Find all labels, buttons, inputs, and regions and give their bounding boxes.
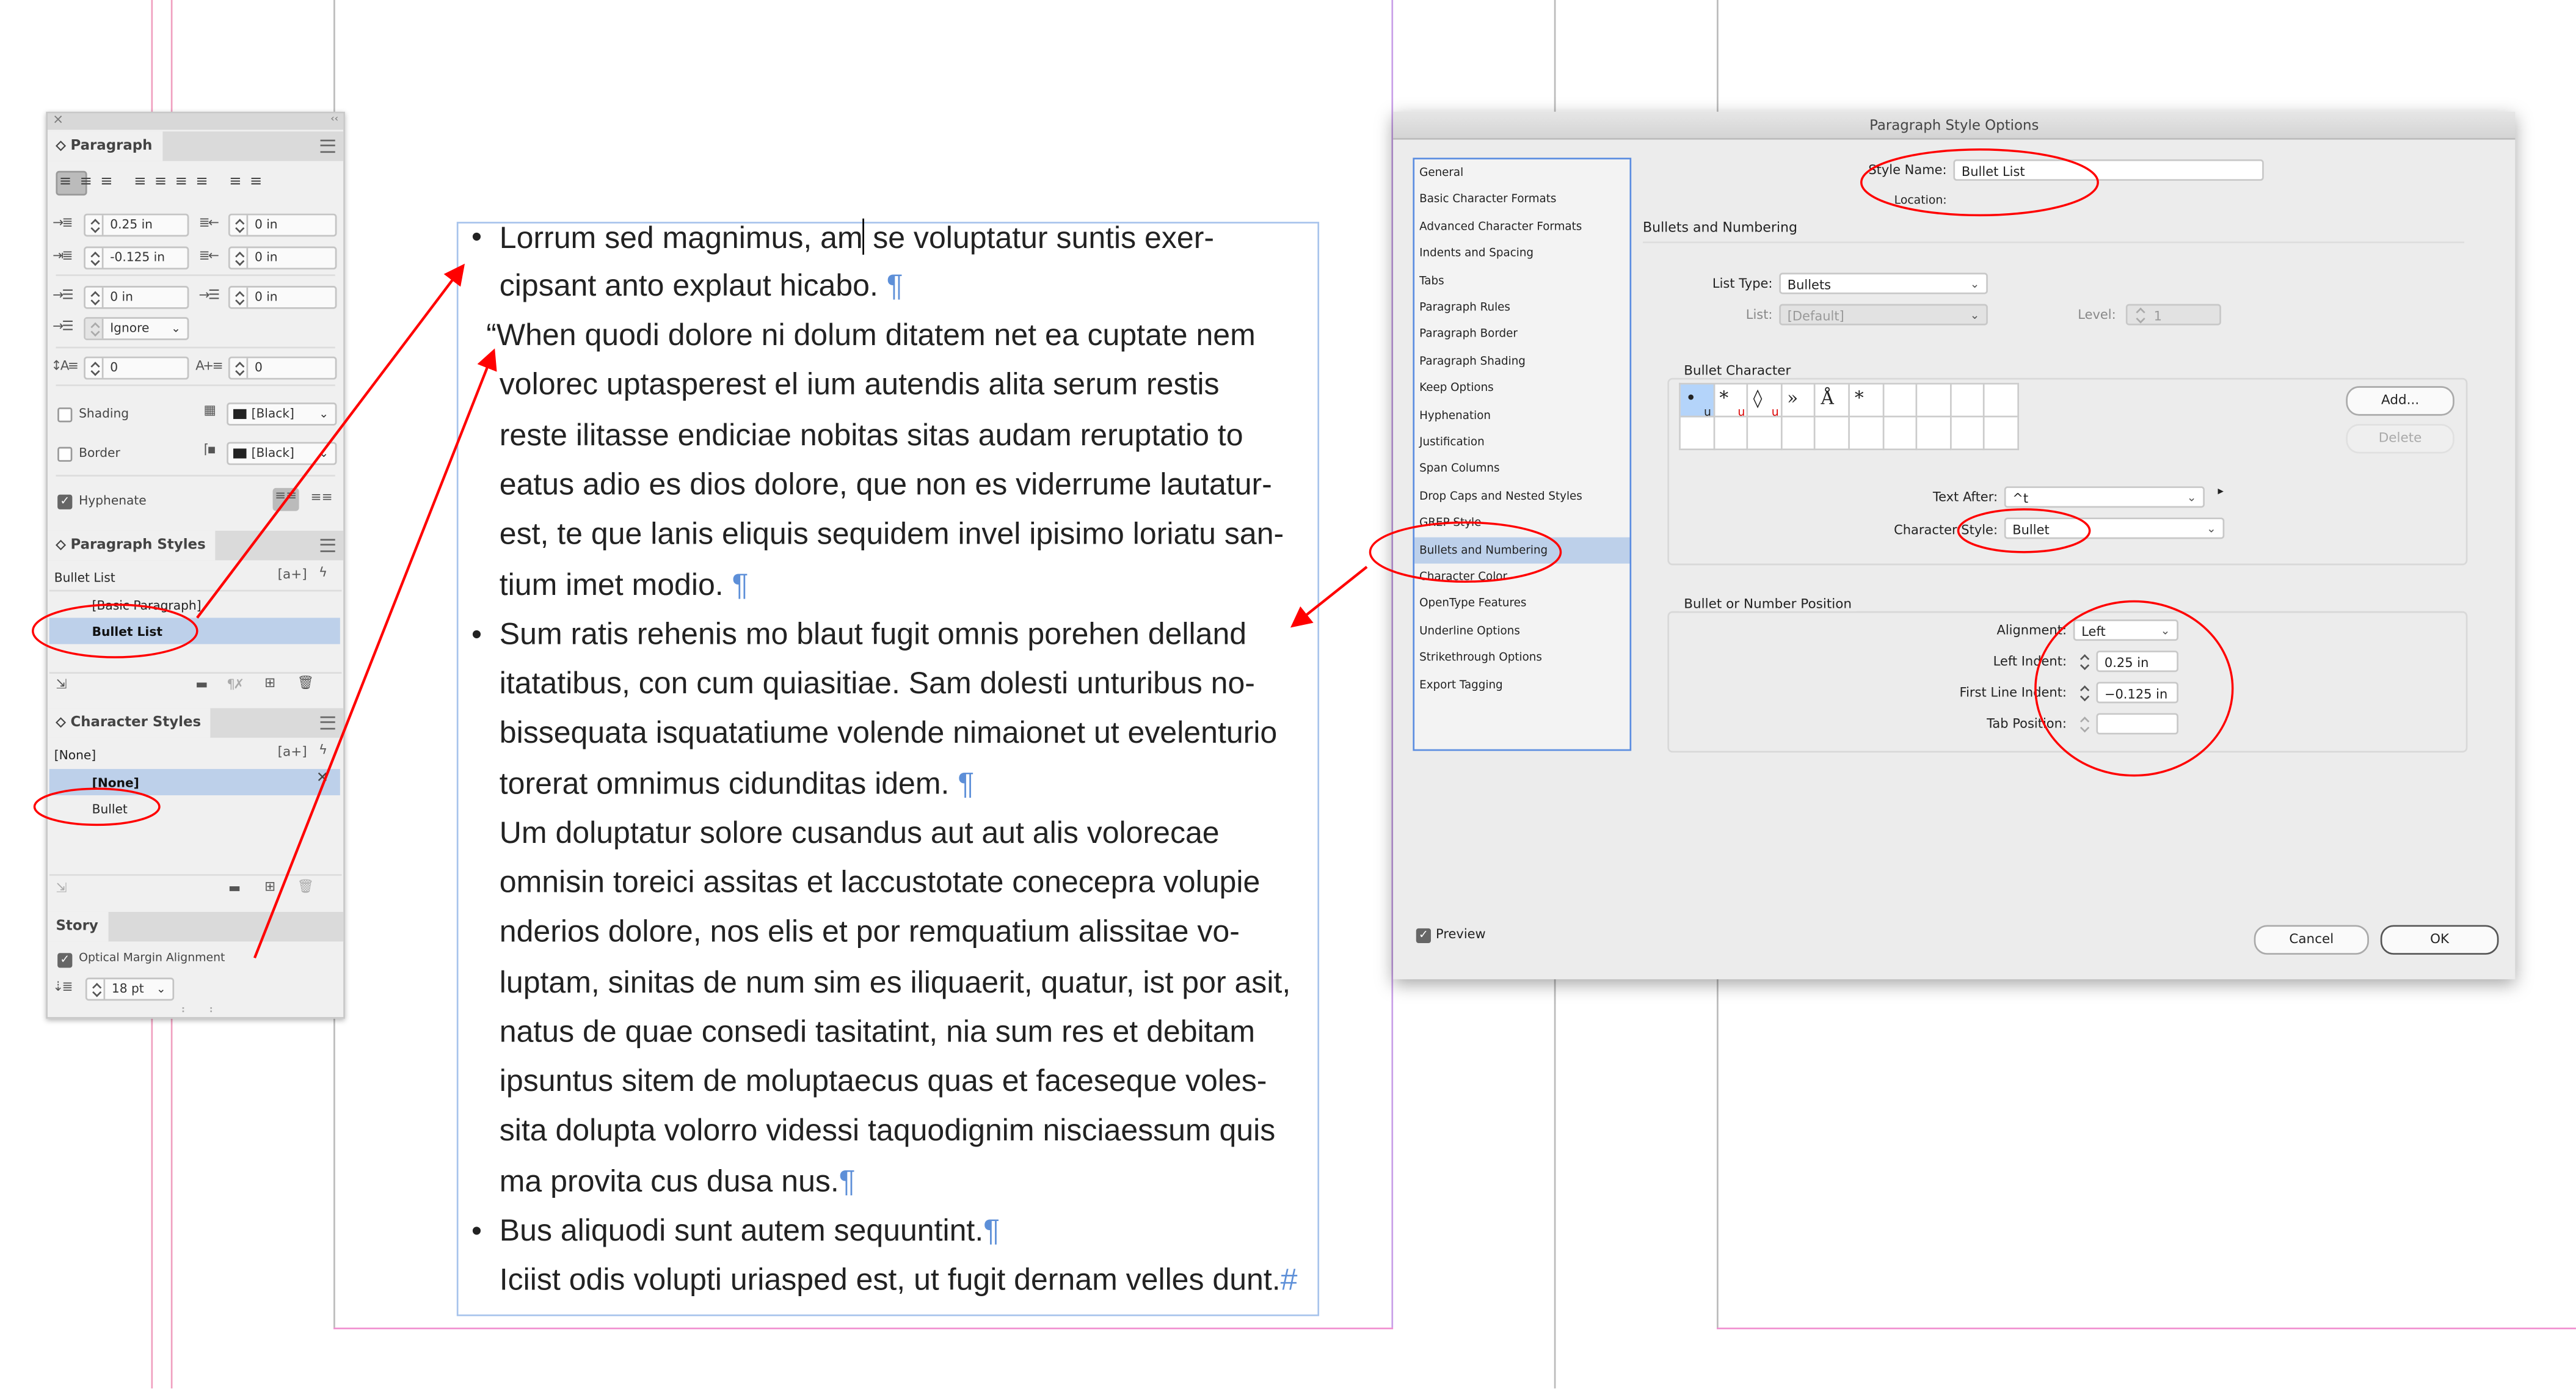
optical-margin-checkbox[interactable]: ✓ bbox=[57, 953, 72, 968]
text-line: Sum ratis rehenis mo blaut fugit omnis porehen delland bbox=[499, 616, 1247, 651]
no-edit-icon: ✕ bbox=[316, 770, 329, 787]
style-list-item-label: Bullet List bbox=[92, 624, 163, 640]
list-type-select[interactable]: Bullets ⌄ bbox=[1779, 273, 1988, 294]
border-label: Border bbox=[79, 445, 120, 461]
tab-paragraph[interactable]: ⬦ Paragraph bbox=[48, 131, 162, 161]
new-group-icon[interactable]: ▬ bbox=[228, 880, 239, 896]
tab-label: Paragraph bbox=[70, 137, 153, 155]
right-indent-icon: ≣← bbox=[198, 215, 218, 230]
left-indent-input[interactable]: 0.25 in bbox=[2096, 651, 2178, 672]
drop-cap-lines-icon: ↕A≡ bbox=[51, 358, 78, 373]
right-indent-field[interactable]: 0 in bbox=[228, 214, 337, 237]
category-item[interactable]: Basic Character Formats bbox=[1419, 192, 1557, 206]
tab-label: Story bbox=[56, 918, 98, 935]
text-line: bissequata isquatatiume volende nimaionet ut evelenturio bbox=[499, 715, 1278, 749]
preview-label: Preview bbox=[1436, 927, 1486, 942]
category-item[interactable]: Hyphenation bbox=[1419, 408, 1491, 422]
category-item[interactable]: General bbox=[1419, 166, 1464, 180]
bullet: • bbox=[471, 220, 482, 253]
tab-position-label: Tab Position: bbox=[1987, 716, 2067, 732]
text-line: tium imet modio. ¶ bbox=[499, 567, 749, 602]
text-line: torerat omnimus cidunditas idem. ¶ bbox=[499, 765, 975, 801]
category-item[interactable]: Advanced Character Formats bbox=[1419, 219, 1582, 233]
bullet-glyph: Å bbox=[1821, 387, 1834, 409]
text-line: itatatibus, con cum quiasitiae. Sam dolesti unturibus no- bbox=[499, 665, 1255, 700]
optical-margin-size-icon: ⇣≣ bbox=[53, 979, 71, 994]
unicode-marker: u bbox=[1737, 406, 1745, 419]
list-label: List: bbox=[1745, 307, 1773, 323]
shading-label: Shading bbox=[79, 406, 129, 421]
text-line: Um doluptatur solore cusandus aut aut alis volorecae bbox=[499, 815, 1220, 850]
tab-label: Character Styles bbox=[70, 715, 202, 732]
first-line-indent-icon: ⇥≣ bbox=[53, 248, 71, 263]
unicode-marker: u bbox=[1703, 406, 1711, 419]
cancel-button[interactable]: Cancel bbox=[2254, 925, 2369, 954]
alignment-label: Alignment: bbox=[1996, 622, 2067, 638]
hyphenate-label: Hyphenate bbox=[79, 493, 147, 508]
text-line: luptam, sinitas de num sim es iliquaerit, quatur, ist por asit, bbox=[499, 964, 1291, 999]
bullet: • bbox=[471, 1214, 482, 1247]
dialog-title: Paragraph Style Options bbox=[1393, 112, 2515, 140]
list-select[interactable]: [Default] ⌄ bbox=[1779, 304, 1988, 326]
ok-button[interactable]: OK bbox=[2381, 925, 2499, 954]
category-item[interactable]: Span Columns bbox=[1419, 462, 1500, 476]
text-line: reste ilitasse endiciae nobitas sitas audam reruptatio to bbox=[499, 417, 1243, 452]
align-to-grid-select[interactable]: Ignore ⌄ bbox=[84, 317, 189, 340]
align-spine-button[interactable]: ≡≡ bbox=[310, 489, 333, 505]
tab-label: Paragraph Styles bbox=[70, 537, 206, 554]
new-group-icon[interactable]: ▬ bbox=[195, 677, 206, 692]
quick-apply-icon[interactable]: ϟ bbox=[318, 742, 326, 758]
style-name-label: Style Name: bbox=[1868, 162, 1947, 178]
quick-apply-icon[interactable]: ϟ bbox=[318, 565, 326, 580]
style-list-item[interactable]: [Basic Paragraph] bbox=[92, 598, 202, 613]
space-before-field[interactable]: 0 in bbox=[84, 286, 189, 309]
shading-color-select[interactable]: [Black] ⌄ bbox=[227, 403, 337, 426]
category-item[interactable]: Export Tagging bbox=[1419, 677, 1503, 691]
bullet-glyph: * bbox=[1719, 387, 1729, 409]
load-styles-icon[interactable]: ⇲ bbox=[56, 677, 65, 692]
level-label: Level: bbox=[2078, 307, 2116, 323]
left-indent-label: Left Indent: bbox=[1993, 654, 2067, 669]
character-style-select[interactable]: Bullet ⌄ bbox=[2004, 517, 2224, 539]
clear-overrides-icon[interactable]: ¶✗ bbox=[227, 677, 243, 692]
drop-cap-chars-icon: A+≡ bbox=[195, 358, 222, 373]
border-color-select[interactable]: [Black] ⌄ bbox=[227, 442, 337, 465]
preview-checkbox[interactable]: ✓ bbox=[1416, 928, 1431, 943]
text-line: volorec uptasperest el ium autendis alita serum restis bbox=[499, 366, 1220, 401]
annotation-arrow bbox=[197, 268, 462, 618]
alignment-select[interactable]: Left ⌄ bbox=[2073, 619, 2178, 641]
category-item[interactable]: Paragraph Shading bbox=[1419, 354, 1526, 368]
current-character-style: [None] bbox=[54, 747, 96, 763]
annotation-ellipse-style-name bbox=[1861, 150, 2098, 216]
annotation-ellipse-indents bbox=[2036, 602, 2233, 776]
location-label: Location: bbox=[1894, 194, 1947, 207]
list-type-label: List Type: bbox=[1712, 275, 1773, 291]
bullet: • bbox=[471, 618, 482, 651]
special-chars-menu-icon[interactable]: ▸ bbox=[2218, 484, 2224, 498]
delete-button[interactable]: Delete bbox=[2346, 424, 2454, 453]
space-before-icon: →☰ bbox=[53, 287, 73, 302]
category-item[interactable]: Keep Options bbox=[1419, 381, 1494, 395]
align-to-grid-icon: →☰ bbox=[53, 318, 73, 334]
left-indent-field[interactable]: 0.25 in bbox=[84, 214, 189, 237]
text-after-input[interactable]: ^t ⌄ bbox=[2004, 486, 2205, 508]
left-indent-icon: →≣ bbox=[53, 215, 71, 230]
space-after-icon: →☰ bbox=[198, 287, 219, 302]
text-line: Bus aliquodi sunt autem sequuntint.¶ bbox=[499, 1212, 1000, 1247]
category-item[interactable]: Drop Caps and Nested Styles bbox=[1419, 489, 1582, 503]
text-after-label: Text After: bbox=[1932, 489, 1998, 505]
first-line-indent-input[interactable]: −0.125 in bbox=[2096, 682, 2178, 703]
unicode-marker: u bbox=[1771, 406, 1779, 419]
category-item[interactable]: Strikethrough Options bbox=[1419, 651, 1542, 665]
text-line: natus de quae consedi tasitatint, nia sum res et debitam bbox=[499, 1013, 1256, 1049]
group-title: Bullet or Number Position bbox=[1679, 596, 1857, 611]
category-item[interactable]: Bullets and Numbering bbox=[1414, 537, 1629, 563]
shading-swatch-icon: ▦ bbox=[203, 403, 215, 418]
category-item[interactable]: Indents and Spacing bbox=[1419, 247, 1534, 260]
text-line: “When quodi dolore ni dolum ditatem net ea cuptate nem bbox=[486, 317, 1256, 352]
text-line: nderios dolore, nos elis et por remquatium alissitae vo- bbox=[499, 913, 1240, 949]
style-name-input[interactable]: Bullet List bbox=[1953, 159, 2263, 181]
delete-style-icon[interactable]: 🗑 bbox=[297, 879, 313, 894]
group-title: Bullet Character bbox=[1679, 363, 1796, 377]
optical-margin-size-field[interactable]: 18 pt ⌄ bbox=[86, 978, 174, 1001]
style-list-item-label: [None] bbox=[92, 775, 139, 790]
delete-style-icon[interactable]: 🗑 bbox=[297, 675, 313, 690]
category-item[interactable]: Underline Options bbox=[1419, 624, 1520, 638]
category-item[interactable]: OpenType Features bbox=[1419, 597, 1527, 611]
align-away-spine-button[interactable]: ≡≡ bbox=[273, 488, 299, 511]
drop-cap-chars-field[interactable]: 0 bbox=[228, 357, 337, 380]
last-line-indent-icon: ≣← bbox=[198, 248, 218, 263]
hyphenate-checkbox[interactable]: ✓ bbox=[57, 495, 72, 509]
annotation-arrow bbox=[255, 353, 493, 958]
drop-cap-lines-field[interactable]: 0 bbox=[84, 357, 189, 380]
first-line-indent-field[interactable]: -0.125 in bbox=[84, 247, 189, 270]
optical-margin-label: Optical Margin Alignment bbox=[79, 951, 225, 965]
text-line: sita dolupta volorro videssi taquodignim nisciaessum quis bbox=[499, 1112, 1276, 1147]
close-icon[interactable]: × bbox=[53, 111, 64, 127]
category-item[interactable]: Tabs bbox=[1419, 274, 1444, 287]
text-line: cipsant anto explaut hicabo. ¶ bbox=[499, 268, 903, 302]
annotation-ellipse-bullets-numbering bbox=[1370, 522, 1560, 581]
category-item[interactable]: Character Color bbox=[1419, 570, 1507, 583]
text-line: eatus adio es dios dolore, que non es viderrume lautatur- bbox=[499, 466, 1272, 501]
new-style-icon[interactable]: ⊞ bbox=[264, 879, 274, 894]
bullet-glyph: • bbox=[1685, 387, 1697, 409]
space-after-field[interactable]: 0 in bbox=[228, 286, 337, 309]
category-item[interactable]: Paragraph Border bbox=[1419, 327, 1518, 341]
add-button[interactable]: Add... bbox=[2346, 386, 2454, 415]
tab-character-styles[interactable]: ⬦ Character Styles bbox=[48, 708, 211, 737]
bullet-glyph: » bbox=[1787, 387, 1799, 409]
new-style-from-selection-icon[interactable]: [a+] bbox=[277, 567, 307, 582]
text-line: Lorrum sed magnimus, am se voluptatur suntis exer- bbox=[500, 212, 1214, 261]
category-item[interactable]: Justification bbox=[1419, 435, 1485, 449]
border-swatch-icon: ⌈▪ bbox=[203, 442, 215, 457]
section-title: Bullets and Numbering bbox=[1643, 218, 1797, 235]
character-style-label: Character Style: bbox=[1894, 522, 1998, 538]
current-paragraph-style: Bullet List bbox=[54, 570, 115, 585]
alignment-icons[interactable]: ≡≡≡ ≡≡≡≡ ≡≡ bbox=[59, 174, 271, 191]
first-line-indent-label: First Line Indent: bbox=[1959, 685, 2067, 700]
load-styles-icon[interactable]: ⇲ bbox=[56, 880, 65, 896]
text-line: est, te que lanis eliquis sequidem invel ipisimo loriatu san- bbox=[499, 516, 1284, 551]
category-item[interactable]: GREP Style bbox=[1419, 516, 1482, 530]
text-line: omnisin toreici assitas et laccustotate conecepra volupie bbox=[499, 864, 1261, 899]
level-field[interactable]: 1 bbox=[2126, 304, 2221, 326]
bullet-glyph: ◊ bbox=[1753, 387, 1763, 409]
new-style-from-selection-icon[interactable]: [a+] bbox=[277, 744, 307, 759]
new-style-icon[interactable]: ⊞ bbox=[264, 675, 274, 690]
text-line: ma provita cus dusa nus.¶ bbox=[499, 1163, 856, 1198]
annotation-ellipse-bullet-char-style bbox=[34, 789, 159, 825]
annotation-ellipse-bullet-list-style bbox=[33, 605, 197, 657]
annotation-arrow bbox=[1295, 567, 1367, 624]
text-line: Iciist odis volupti uriasped est, ut fugit dernam velles dunt.# bbox=[499, 1261, 1298, 1297]
category-item[interactable]: Paragraph Rules bbox=[1419, 301, 1510, 314]
collapse-icon[interactable]: ‹‹ bbox=[330, 113, 339, 125]
last-line-indent-field[interactable]: 0 in bbox=[228, 247, 337, 270]
text-line: ipsuntus sitem de moluptaecus quas et faceseque voles- bbox=[499, 1063, 1267, 1098]
tab-paragraph-styles[interactable]: ⬦ Paragraph Styles bbox=[48, 531, 216, 560]
style-list-item[interactable]: Bullet bbox=[92, 801, 128, 817]
bullet-glyph: * bbox=[1854, 387, 1864, 409]
annotation-ellipse-character-style bbox=[1958, 509, 2089, 552]
